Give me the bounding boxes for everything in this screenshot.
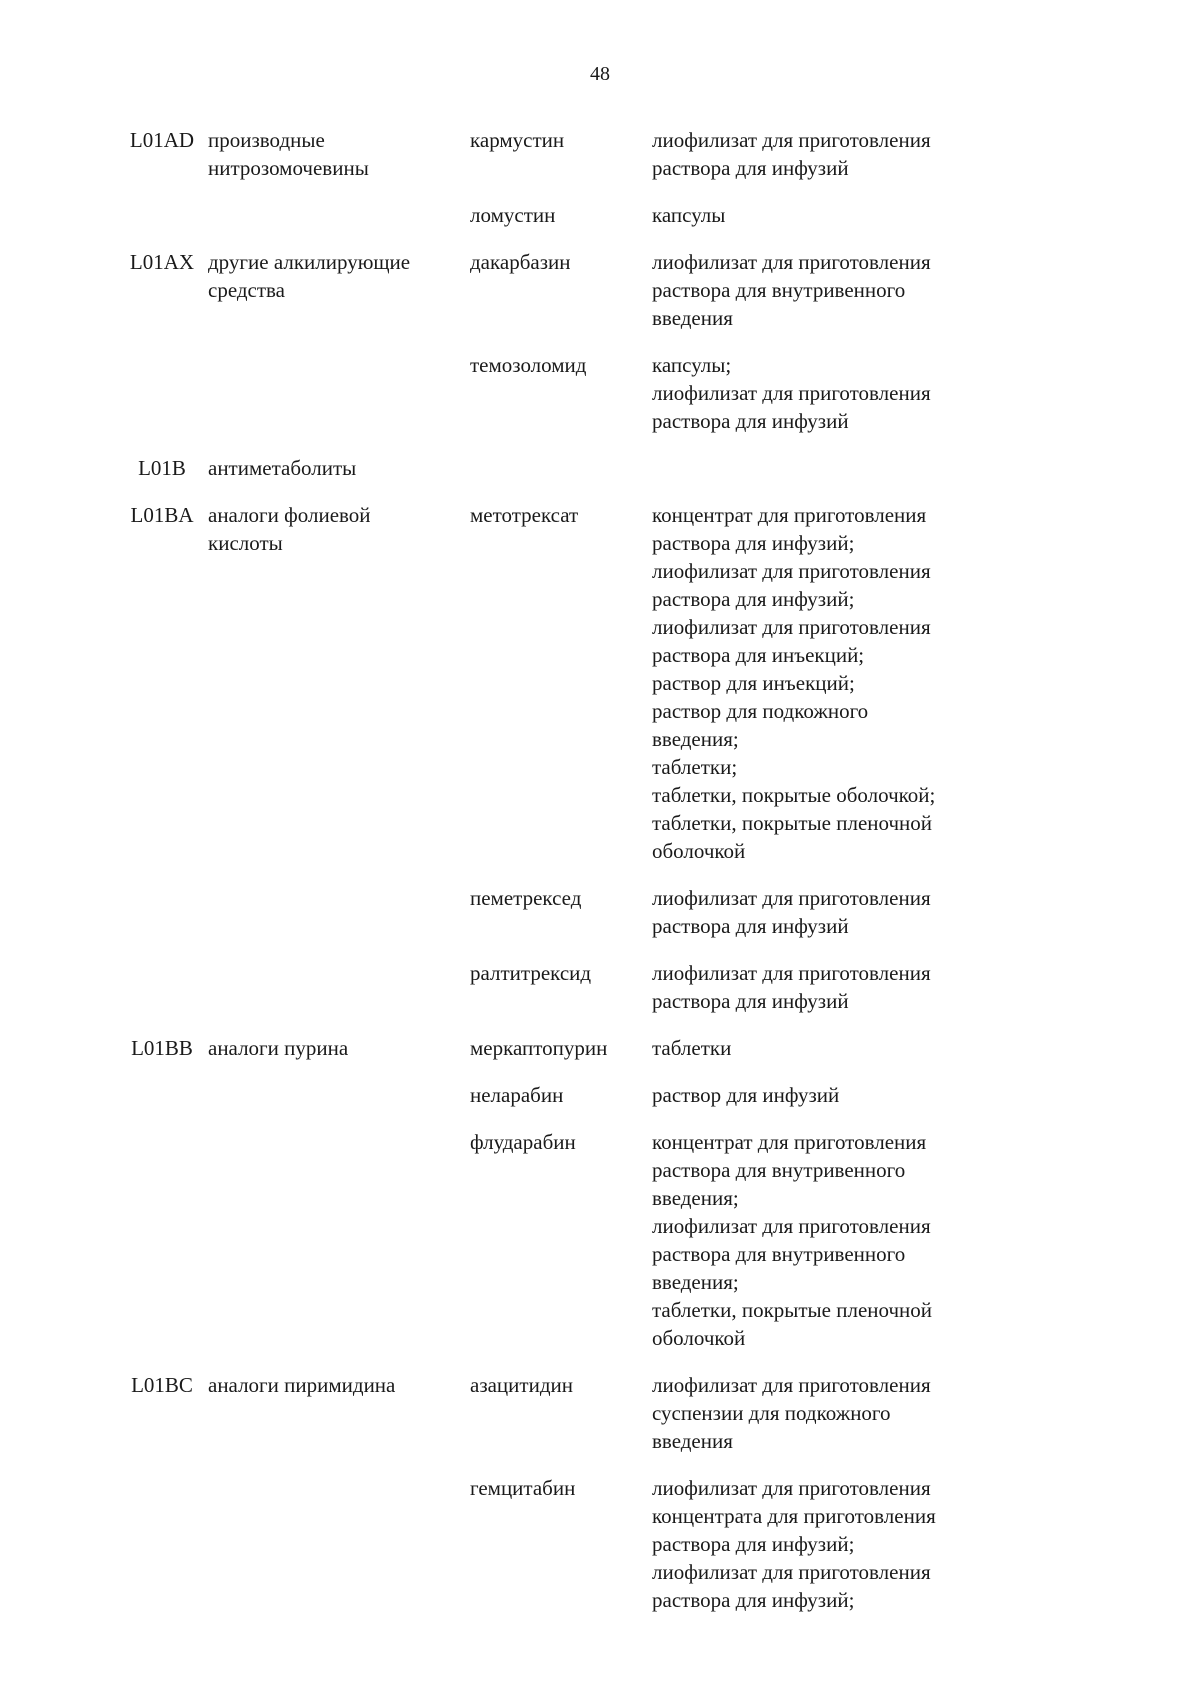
dosage-form-line: лиофилизат для приготовления — [652, 1476, 931, 1500]
dosage-form-line: лиофилизат для приготовления — [652, 1560, 931, 1584]
dosage-form-line: лиофилизат для приготовления — [652, 615, 931, 639]
dosage-form-line: концентрат для приготовления — [652, 1130, 927, 1154]
dosage-form-line: введения; — [652, 1186, 739, 1210]
dosage-form-line: введения — [652, 1429, 733, 1453]
group-line: антиметаболиты — [208, 456, 357, 480]
dosage-forms — [652, 126, 1016, 182]
dosage-form-line: раствора для инъекций; — [652, 643, 865, 667]
dosage-form-line: лиофилизат для приготовления — [652, 1373, 931, 1397]
table-row — [116, 126, 1016, 182]
drug-name: азацитидин — [470, 1373, 573, 1397]
dosage-form-line: раствора для внутривенного — [652, 1242, 906, 1266]
dosage-form-line: раствора для инфузий — [652, 409, 849, 433]
table-row — [116, 1371, 1016, 1455]
table-row — [116, 884, 1016, 940]
dosage-form-line: оболочкой — [652, 839, 746, 863]
dosage-form-line: лиофилизат для приготовления — [652, 128, 931, 152]
page-number: 48 — [590, 63, 610, 85]
dosage-form-line: лиофилизат для приготовления — [652, 886, 931, 910]
atc-code: L01BA — [130, 503, 194, 527]
dosage-forms — [652, 1034, 1016, 1062]
table-row — [116, 1081, 1016, 1109]
group-line: кислоты — [208, 531, 283, 555]
dosage-form-line: капсулы; — [652, 353, 732, 377]
atc-group — [208, 454, 470, 482]
table-row — [116, 1034, 1016, 1062]
atc-code: L01BB — [131, 1036, 193, 1060]
dosage-form-line: оболочкой — [652, 1326, 746, 1350]
dosage-form-line: введения; — [652, 727, 739, 751]
group-line: аналоги фолиевой — [208, 503, 371, 527]
drug-name: кармустин — [470, 128, 565, 152]
table-row — [116, 1474, 1016, 1614]
drug-name: меркаптопурин — [470, 1036, 608, 1060]
dosage-form-line: таблетки, покрытые пленочной — [652, 1298, 933, 1322]
dosage-form-line: раствор для подкожного — [652, 699, 869, 723]
table-row — [116, 959, 1016, 1015]
dosage-form-line: раствор для инфузий — [652, 1083, 840, 1107]
dosage-form-line: лиофилизат для приготовления — [652, 1214, 931, 1238]
table-row — [116, 248, 1016, 332]
drug-name: гемцитабин — [470, 1476, 576, 1500]
dosage-form-line: лиофилизат для приготовления — [652, 961, 931, 985]
atc-code: L01B — [138, 456, 186, 480]
dosage-form-line: таблетки, покрытые оболочкой; — [652, 783, 936, 807]
dosage-form-line: лиофилизат для приготовления — [652, 559, 931, 583]
dosage-forms — [652, 1474, 1016, 1614]
dosage-form-line: капсулы — [652, 203, 726, 227]
dosage-forms — [652, 248, 1016, 332]
dosage-forms — [652, 351, 1016, 435]
dosage-forms — [652, 201, 1016, 229]
group-line: средства — [208, 278, 286, 302]
dosage-form-line: таблетки — [652, 1036, 732, 1060]
dosage-forms — [652, 1081, 1016, 1109]
dosage-form-line: введения; — [652, 1270, 739, 1294]
atc-group — [208, 501, 470, 557]
atc-group — [208, 1371, 470, 1399]
dosage-form-line: введения — [652, 306, 733, 330]
atc-code: L01AX — [129, 250, 195, 274]
table-row — [116, 351, 1016, 435]
drug-name: ралтитрексид — [470, 961, 592, 985]
dosage-form-line: раствора для инфузий — [652, 914, 849, 938]
dosage-form-line: раствора для инфузий — [652, 156, 849, 180]
dosage-form-line: концентрата для приготовления — [652, 1504, 936, 1528]
drug-table — [116, 126, 1016, 1633]
atc-group — [208, 1034, 470, 1062]
dosage-form-line: таблетки; — [652, 755, 738, 779]
atc-group — [208, 126, 470, 182]
dosage-form-line: концентрат для приготовления — [652, 503, 927, 527]
dosage-form-line: раствора для инфузий; — [652, 1532, 855, 1556]
dosage-form-line: раствора для инфузий; — [652, 1588, 855, 1612]
group-line: аналоги пурина — [208, 1036, 349, 1060]
drug-name: флударабин — [470, 1130, 576, 1154]
table-row — [116, 501, 1016, 865]
drug-name: пеметрексед — [470, 886, 582, 910]
dosage-form-line: раствора для внутривенного — [652, 1158, 906, 1182]
group-line: производные — [208, 128, 325, 152]
dosage-form-line: раствор для инъекций; — [652, 671, 855, 695]
dosage-forms — [652, 1371, 1016, 1455]
dosage-form-line: раствора для инфузий; — [652, 587, 855, 611]
atc-group — [208, 248, 470, 304]
dosage-form-line: раствора для инфузий; — [652, 531, 855, 555]
table-row — [116, 201, 1016, 229]
drug-name: неларабин — [470, 1083, 564, 1107]
dosage-form-line: раствора для внутривенного — [652, 278, 906, 302]
dosage-forms — [652, 1128, 1016, 1352]
drug-name: метотрексат — [470, 503, 579, 527]
dosage-form-line: лиофилизат для приготовления — [652, 250, 931, 274]
dosage-form-line: суспензии для подкожного — [652, 1401, 891, 1425]
table-row — [116, 454, 1016, 482]
dosage-form-line: раствора для инфузий — [652, 989, 849, 1013]
table-row — [116, 1128, 1016, 1352]
drug-name: дакарбазин — [470, 250, 571, 274]
atc-code: L01BC — [131, 1373, 193, 1397]
dosage-form-line: таблетки, покрытые пленочной — [652, 811, 933, 835]
dosage-form-line: лиофилизат для приготовления — [652, 381, 931, 405]
group-line: аналоги пиримидина — [208, 1373, 396, 1397]
drug-name: ломустин — [470, 203, 556, 227]
dosage-forms — [652, 884, 1016, 940]
dosage-forms — [652, 959, 1016, 1015]
group-line: другие алкилирующие — [208, 250, 411, 274]
group-line: нитрозомочевины — [208, 156, 369, 180]
dosage-forms — [652, 501, 1016, 865]
drug-name: темозоломид — [470, 353, 587, 377]
atc-code: L01AD — [129, 128, 195, 152]
